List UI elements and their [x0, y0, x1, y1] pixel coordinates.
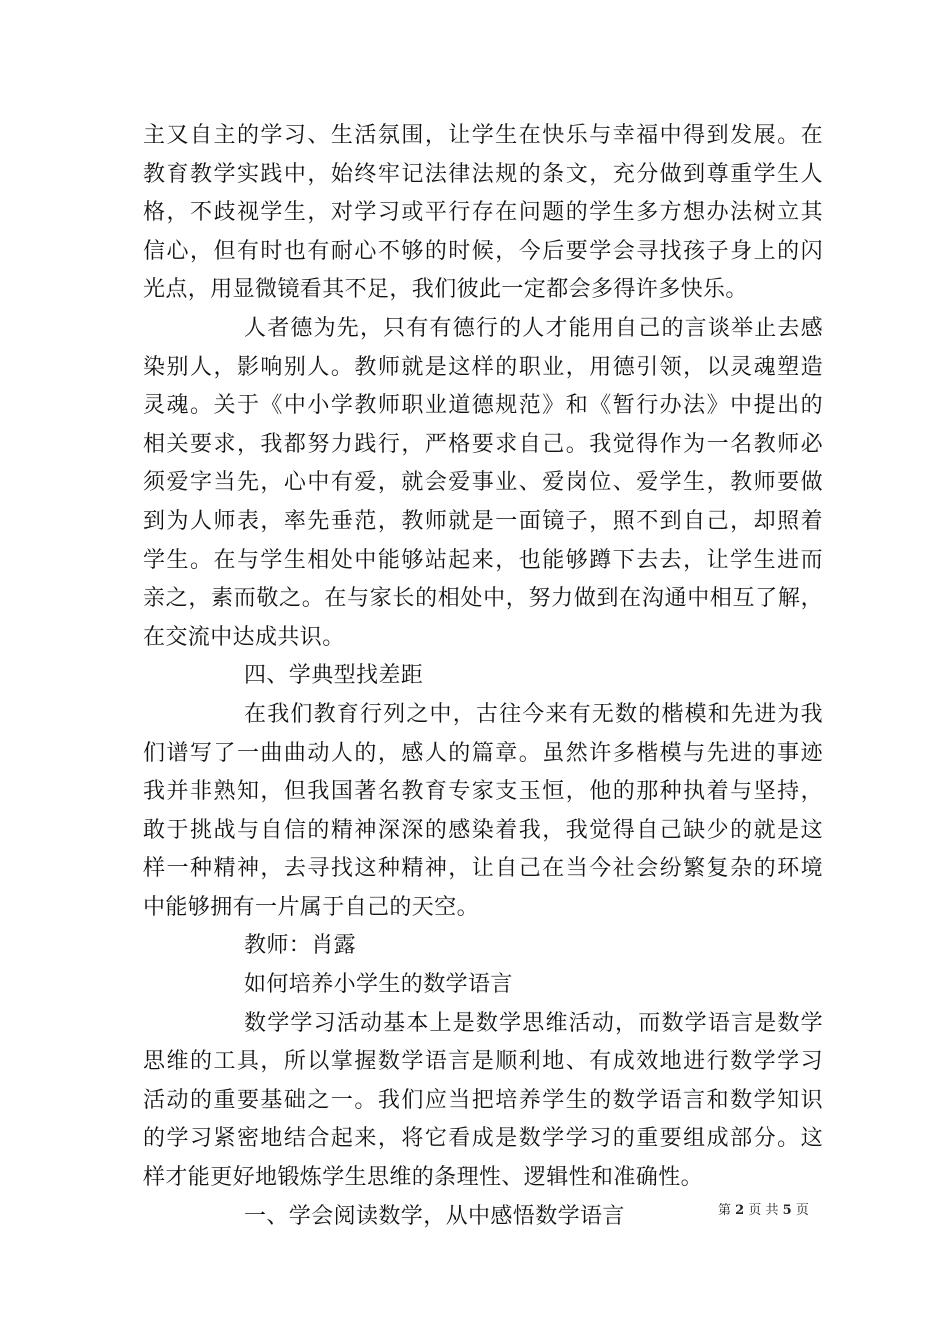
text-line: 样一种精神，去寻找这种精神，让自己在当今社会纷繁复杂的环境 [143, 856, 823, 882]
text-line: 光点，用显微镜看其不足，我们彼此一定都会多得许多快乐。 [143, 277, 748, 303]
text-line: 灵魂。关于《中小学教师职业道德规范》和《暂行办法》中提出的 [143, 393, 823, 419]
current-page-number: 2 [735, 1203, 745, 1218]
text-line: 的学习紧密地结合起来，将它看成是数学学习的重要组成部分。这 [143, 1126, 823, 1152]
text-line: 主又自主的学习、生活氛围，让学生在快乐与幸福中得到发展。在 [143, 123, 823, 148]
author-line: 教师：肖露 [244, 933, 357, 959]
article-title: 如何培养小学生的数学语言 [244, 972, 513, 998]
text-line: 中能够拥有一片属于自己的天空。 [143, 894, 480, 920]
page-footer [718, 1202, 809, 1220]
document-body [143, 117, 823, 1236]
text-line: 人者德为先，只有有德行的人才能用自己的言谈举止去感 [244, 315, 823, 341]
footer-suffix: 页 [795, 1203, 809, 1218]
text-line: 须爱字当先，心中有爱，就会爱事业、爱岗位、爱学生，教师要做 [143, 470, 823, 496]
text-line: 教育教学实践中，始终牢记法律法规的条文，充分做到尊重学生人 [143, 161, 823, 187]
text-line: 我并非熟知，但我国著名教育专家支玉恒，他的那种执着与坚持， [143, 779, 823, 805]
text-line: 相关要求，我都努力践行，严格要求自己。我觉得作为一名教师必 [143, 431, 823, 457]
text-line: 在我们教育行列之中，古往今来有无数的楷模和先进为我 [244, 701, 823, 727]
text-line: 亲之，素而敬之。在与家长的相处中，努力做到在沟通中相互了解， [143, 586, 823, 612]
text-line: 思维的工具，所以掌握数学语言是顺利地、有成效地进行数学学习 [143, 1049, 823, 1075]
text-line: 活动的重要基础之一。我们应当把培养学生的数学语言和数学知识 [143, 1087, 823, 1113]
text-line: 在交流中达成共识。 [143, 624, 345, 650]
text-line: 数学学习活动基本上是数学思维活动，而数学语言是数学 [244, 1010, 823, 1036]
text-line: 信心，但有时也有耐心不够的时候，今后要学会寻找孩子身上的闪 [143, 238, 823, 264]
total-page-count: 5 [782, 1203, 792, 1218]
text-line: 样才能更好地锻炼学生思维的条理性、逻辑性和准确性。 [143, 1165, 704, 1191]
text-line: 染别人，影响别人。教师就是这样的职业，用德引领，以灵魂塑造 [143, 354, 823, 380]
text-line: 到为人师表，率先垂范，教师就是一面镜子，照不到自己，却照着 [143, 508, 823, 534]
text-line: 学生。在与学生相处中能够站起来，也能够蹲下去去，让学生进而 [143, 547, 823, 573]
section-heading: 四、学典型找差距 [244, 663, 424, 689]
section-heading: 一、学会阅读数学，从中感悟数学语言 [244, 1203, 625, 1229]
footer-middle: 页 共 [748, 1203, 779, 1218]
text-line: 们谱写了一曲曲动人的，感人的篇章。虽然许多楷模与先进的事迹 [143, 740, 823, 766]
text-line: 格，不歧视学生，对学习或平行存在问题的学生多方想办法树立其 [143, 200, 823, 226]
text-line: 敢于挑战与自信的精神深深的感染着我，我觉得自己缺少的就是这 [143, 817, 823, 843]
footer-prefix: 第 [718, 1203, 732, 1218]
